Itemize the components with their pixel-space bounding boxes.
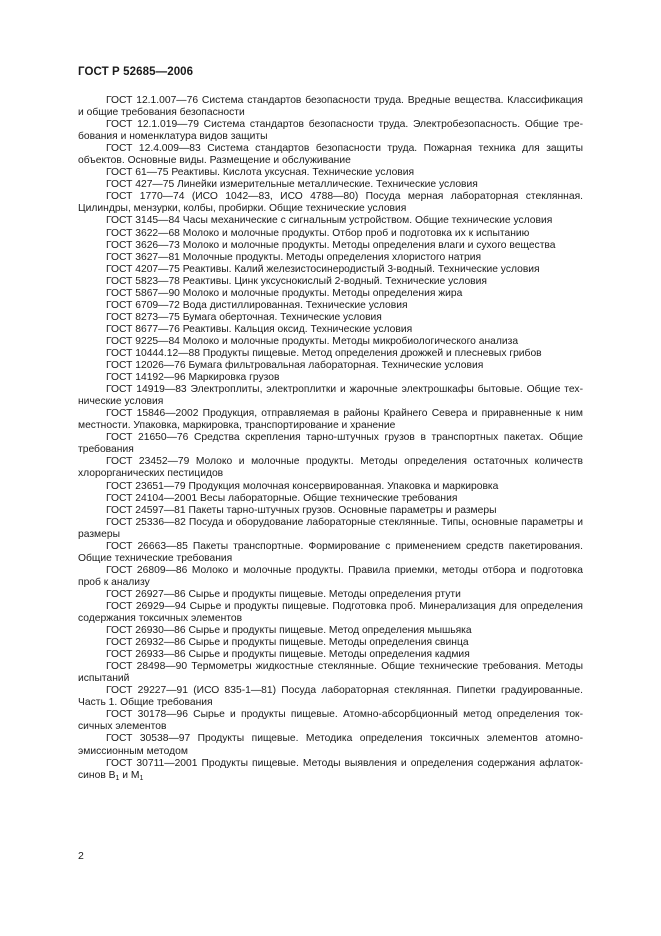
- reference-joiner: и: [119, 769, 131, 781]
- reference-entry: ГОСТ 25336—82 Посуда и оборудование лабораторные стеклянные. Типы, основные параметры и размеры: [78, 516, 583, 540]
- reference-entry: ГОСТ 4207—75 Реактивы. Калий железистосинеродистый 3-водный. Технические условия: [106, 263, 540, 275]
- reference-entry: ГОСТ 26930—86 Сырье и продукты пищевые. Метод определения мышьяка: [106, 625, 472, 637]
- reference-entry: ГОСТ 10444.12—88 Продукты пищевые. Метод определения дрожжей и плесневых грибов: [106, 347, 542, 359]
- reference-entry: ГОСТ 26663—85 Пакеты транспортные. Формирование с применением средств пакетирования. Общие технические требования: [78, 540, 583, 564]
- reference-entry: ГОСТ 12.1.007—76 Система стандартов безопасности труда. Вредные вещества. Классификация и общие требования безопасности: [78, 95, 583, 119]
- reference-text: ГОСТ 30711—2001 Продукты пищевые. Методы выявления и определения содержания афлатоксинов: [78, 757, 583, 781]
- reference-entry: ГОСТ 3145—84 Часы механические с сигнальным устройством. Общие технические условия: [106, 215, 553, 227]
- aflatoxin-b-letter: B: [108, 769, 116, 781]
- reference-entry: ГОСТ 26809—86 Молоко и молочные продукты. Правила приемки, методы отбора и подготовка проб к анализу: [78, 564, 583, 588]
- reference-entry: ГОСТ 3622—68 Молоко и молочные продукты. Отбор проб и подготовка их к испытанию: [106, 227, 530, 239]
- reference-entry: [78, 758, 583, 782]
- reference-entry: ГОСТ 3627—81 Молочные продукты. Методы определения хлористого натрия: [106, 251, 482, 263]
- standard-designation: ГОСТ Р 52685—2006: [78, 66, 194, 78]
- reference-entry: ГОСТ 15846—2002 Продукция, отправляемая в районы Крайнего Севера и приравненные к ним местности. Упаковка, маркировка, транспортирование и хранение: [78, 408, 583, 432]
- page-number: 2: [78, 850, 84, 862]
- reference-entry: ГОСТ 14192—96 Маркировка грузов: [106, 372, 280, 384]
- reference-entry: ГОСТ 1770—74 (ИСО 1042—83, ИСО 4788—80) Посуда мерная лабораторная стеклянная. Цилиндры, мензурки, колбы, пробирки. Общие технические условия: [78, 191, 583, 215]
- reference-entry: ГОСТ 12026—76 Бумага фильтровальная лабораторная. Технические условия: [106, 360, 484, 372]
- aflatoxin-b-subscript: 1: [115, 774, 120, 782]
- reference-entry: ГОСТ 61—75 Реактивы. Кислота уксусная. Технические условия: [106, 167, 415, 179]
- reference-entry: ГОСТ 6709—72 Вода дистиллированная. Технические условия: [106, 299, 408, 311]
- reference-entry: ГОСТ 23452—79 Молоко и молочные продукты. Методы определения остаточных количеств хлорорганических пестицидов: [78, 456, 583, 480]
- reference-entry: ГОСТ 26929—94 Сырье и продукты пищевые. Подготовка проб. Минерализация для определения содержания токсичных элементов: [78, 600, 583, 625]
- reference-entry: ГОСТ 3626—73 Молоко и молочные продукты. Методы определения влаги и сухого вещества: [106, 239, 556, 251]
- aflatoxin-m-subscript: 1: [139, 774, 144, 782]
- reference-entry: ГОСТ 427—75 Линейки измерительные металлические. Технические условия: [106, 179, 478, 191]
- reference-entry: ГОСТ 5867—90 Молоко и молочные продукты. Методы определения жира: [106, 287, 463, 299]
- reference-entry: ГОСТ 26932—86 Сырье и продукты пищевые. Методы определения свинца: [106, 637, 469, 649]
- reference-entry: ГОСТ 28498—90 Термометры жидкостные стеклянные. Общие технические требования. Методы испытаний: [78, 661, 583, 685]
- reference-entry: ГОСТ 23651—79 Продукция молочная консервированная. Упаковка и маркировка: [106, 480, 499, 492]
- reference-entry: ГОСТ 8273—75 Бумага оберточная. Технические условия: [106, 311, 382, 323]
- reference-entry: ГОСТ 26933—86 Сырье и продукты пищевые. Методы определения кадмия: [106, 649, 470, 661]
- reference-entry: ГОСТ 21650—76 Средства скрепления тарно-штучных грузов в транспортных пакетах. Общие требования: [78, 432, 583, 456]
- reference-entry: ГОСТ 5823—78 Реактивы. Цинк уксуснокислый 2-водный. Технические условия: [106, 275, 487, 287]
- reference-entry: ГОСТ 24597—81 Пакеты тарно-штучных грузов. Основные параметры и размеры: [106, 504, 497, 516]
- reference-entry: ГОСТ 12.4.009—83 Система стандартов безопасности труда. Пожарная техника для защиты объектов. Основные виды. Размещение и обслуживание: [78, 143, 583, 167]
- aflatoxin-m-letter: M: [130, 769, 140, 781]
- reference-entry: ГОСТ 26927—86 Сырье и продукты пищевые. Методы определения ртути: [106, 588, 461, 600]
- reference-entry: ГОСТ 29227—91 (ИСО 835-1—81) Посуда лабораторная стеклянная. Пипетки градуированные. Часть 1. Общие требования: [78, 685, 583, 709]
- reference-entry: ГОСТ 14919—83 Электроплиты, электроплитки и жарочные электрошкафы бытовые. Общие технические условия: [78, 384, 583, 408]
- reference-entry: ГОСТ 30178—96 Сырье и продукты пищевые. Атомно-абсорбционный метод определения токсичных элементов: [78, 709, 583, 733]
- reference-entry: ГОСТ 9225—84 Молоко и молочные продукты. Методы микробиологического анализа: [106, 335, 519, 347]
- reference-entry: ГОСТ 24104—2001 Весы лабораторные. Общие технические требования: [106, 492, 458, 504]
- reference-entry: ГОСТ 30538—97 Продукты пищевые. Методика определения токсичных элементов атомно-эмиссионным методом: [78, 733, 583, 757]
- reference-entry: ГОСТ 8677—76 Реактивы. Кальция оксид. Технические условия: [106, 323, 413, 335]
- normative-references-list: [78, 95, 583, 782]
- reference-entry: ГОСТ 12.1.019—79 Система стандартов безопасности труда. Электробезопасность. Общие требования и номенклатура видов защиты: [78, 119, 583, 143]
